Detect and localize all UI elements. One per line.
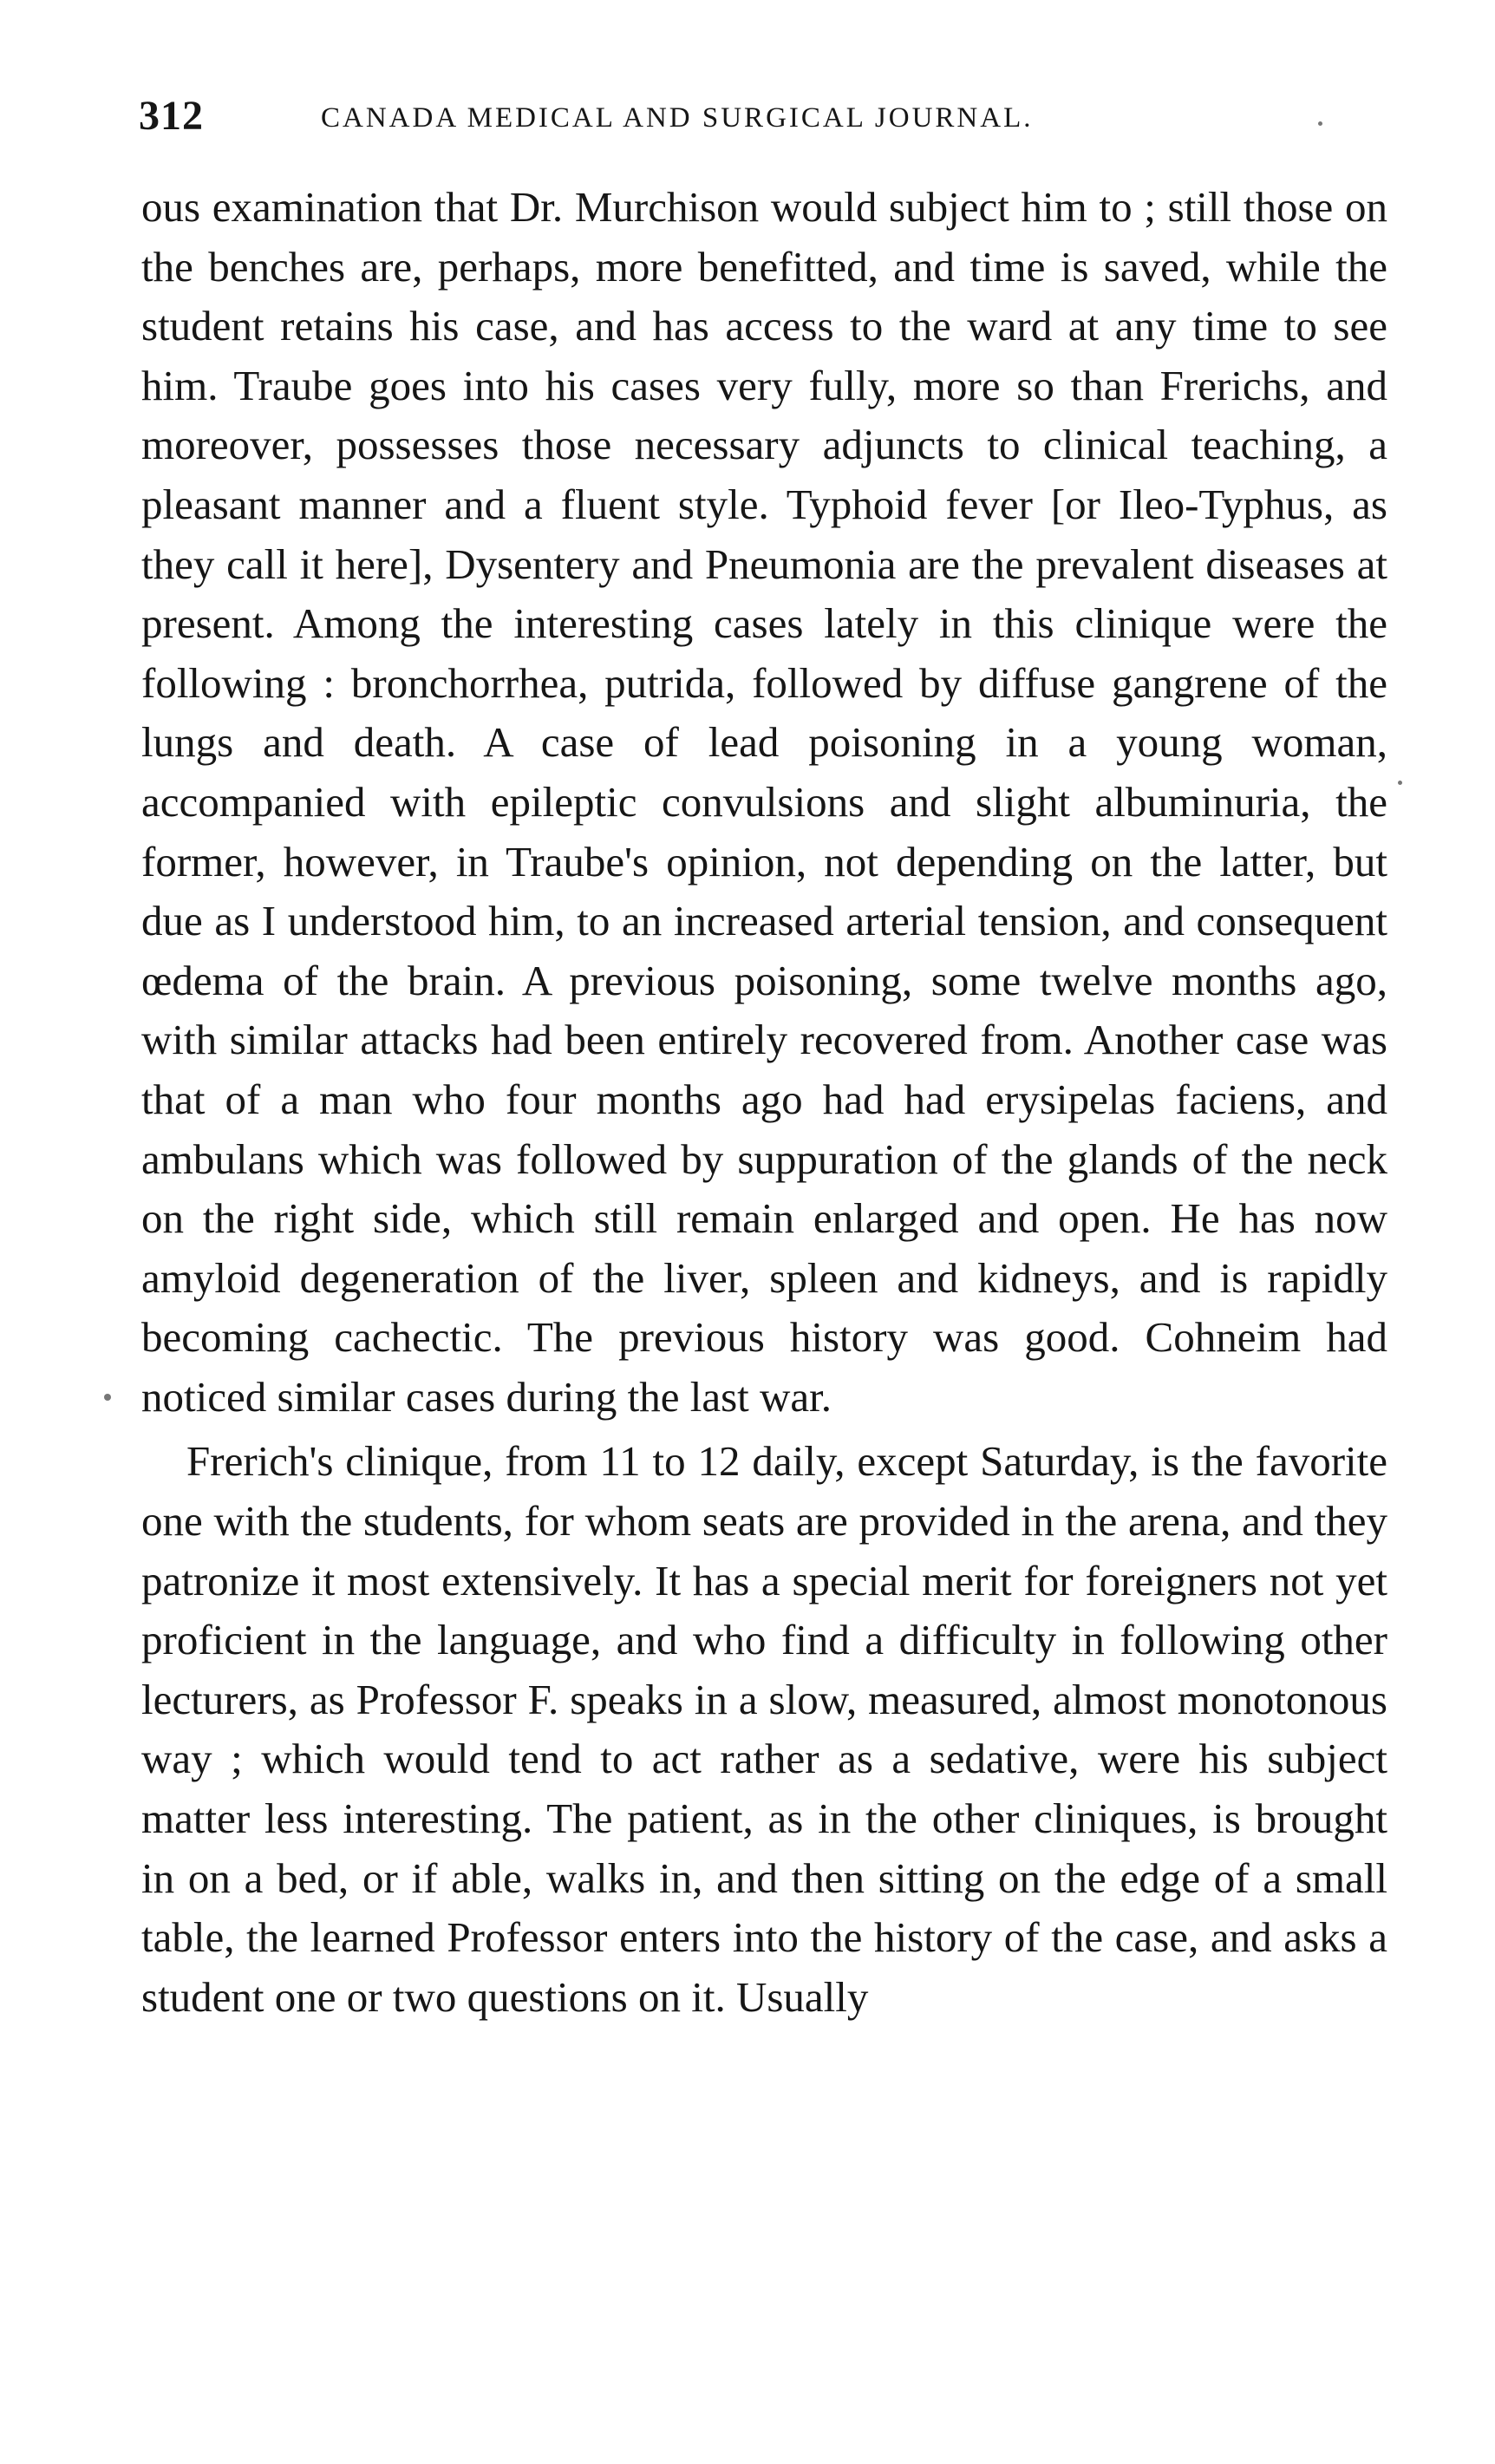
journal-title: CANADA MEDICAL AND SURGICAL JOURNAL. <box>321 102 1034 134</box>
paragraph-freirichs-clinique: Frerich's clinique, from 11 to 12 daily, except Saturday, is the favorite one with the students, for whom seats are provided in the arena, and they patronize it most extensively. It has a special merit for foreigners not yet proficient in the language, and who find a difficulty in following other lecturers, as Professor F. speaks in a slow, measured, almost monotonous way ; which would tend to act rather as a sedative, were his subject matter less interesting. The patient, as in the other cliniques, is brought in on a bed, or if able, walks in, and then sitting on the edge of a small table, the learned Professor enters into the history of the case, and asks a student one or two questions on it. Usually <box>141 1437 1387 2021</box>
scan-speck <box>1318 121 1322 126</box>
scan-speck <box>104 1394 111 1401</box>
running-head <box>139 90 1387 142</box>
scan-speck <box>1398 781 1402 785</box>
paragraph-continued: ous examination that Dr. Murchison would subject him to ; still those on the benches are, perhaps, more benefitted, and time is saved, while the student retains his case, and has access to the ward at any time to see him. Traube goes into his cases very fully, more so than Frerichs, and moreover, possesses those necessary adjuncts to clinical teaching, a pleasant manner and a fluent style. Typhoid fever [or Ileo-Typhus, as they call it here], Dysentery and Pneumonia are the prevalent diseases at present. Among the interesting cases lately in this clinique were the following : bronchorrhea, putrida, followed by diffuse gangrene of the lungs and death. A case of lead poisoning in a young woman, accompanied with epileptic convulsions and slight albuminuria, the former, however, in Traube's opinion, not depending on the latter, but due as I understood him, to an increased arterial tension, and consequent œdema of the brain. A previous poisoning, some twelve months ago, with similar attacks had been entirely recovered from. Another case was that of a man who four months ago had had erysipelas faciens, and ambulans which was followed by suppuration of the glands of the neck on the right side, which still remain enlarged and open. He has now amyloid degeneration of the liver, spleen and kidneys, and is rapidly becoming cachectic. The previous history was good. Cohneim had noticed similar cases during the last war. <box>141 183 1387 1421</box>
page-number: 312 <box>139 93 204 139</box>
body-text <box>141 178 1387 2027</box>
